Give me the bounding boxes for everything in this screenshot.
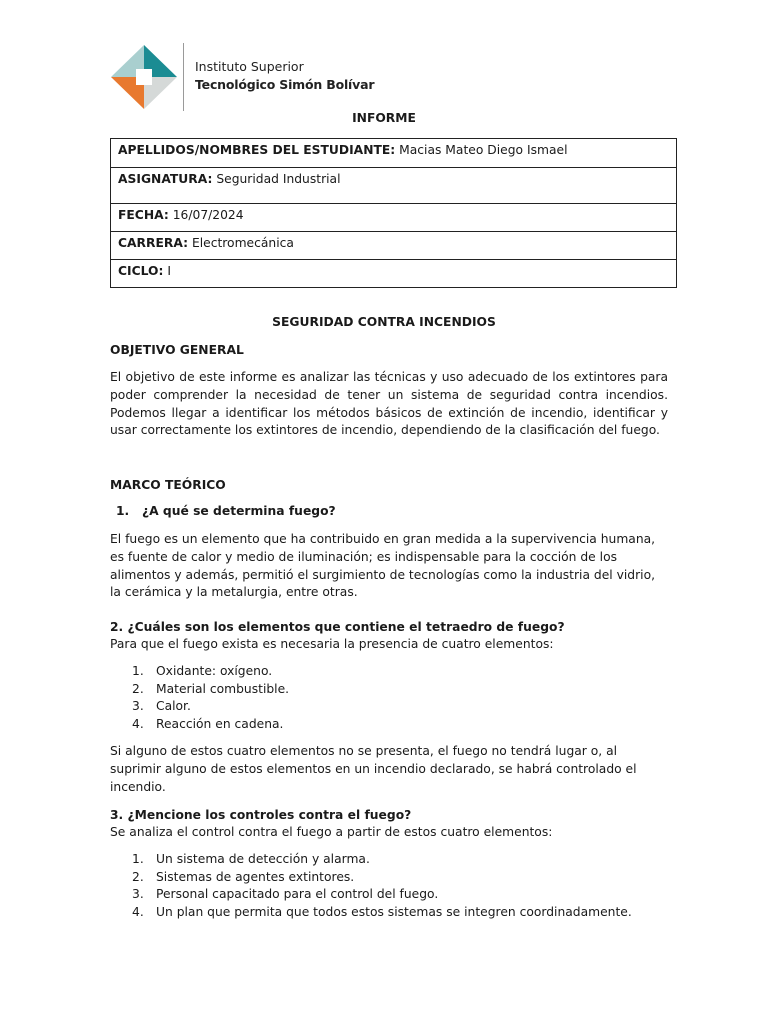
list-item (110, 869, 668, 887)
list-number: 3. (132, 887, 144, 902)
question-2-intro: Para que el fuego exista es necesaria la presencia de cuatro elementos: (110, 637, 554, 651)
table-cell (111, 139, 677, 168)
list-number: 4. (132, 905, 144, 920)
framework-heading: MARCO TEÓRICO (110, 478, 226, 492)
field-value: Seguridad Industrial (216, 172, 341, 186)
table-row (111, 260, 677, 288)
field-label: ASIGNATURA: (118, 172, 213, 186)
table-cell (111, 204, 677, 232)
institution-logo (109, 43, 375, 111)
question-1 (110, 503, 668, 521)
table-row (111, 232, 677, 260)
section-title: SEGURIDAD CONTRA INCENDIOS (272, 315, 496, 329)
list-item (110, 681, 668, 699)
diamond-logo-icon (109, 43, 179, 111)
table-row (111, 168, 677, 204)
field-label: APELLIDOS/NOMBRES DEL ESTUDIANTE: (118, 143, 396, 157)
list-text: Personal capacitado para el control del fuego. (156, 887, 439, 902)
list-item (110, 663, 668, 681)
table-row (111, 139, 677, 168)
list-text: Un sistema de detección y alarma. (156, 852, 370, 866)
institution-name-line2: Tecnológico Simón Bolívar (195, 77, 375, 92)
question-3: 3. ¿Mencione los controles contra el fuego? (110, 808, 412, 822)
question-3-intro: Se analiza el control contra el fuego a partir de estos cuatro elementos: (110, 825, 553, 839)
field-value: 16/07/2024 (172, 208, 244, 222)
question-1-text: ¿A qué se determina fuego? (142, 504, 336, 518)
question-2-conclusion: Si alguno de estos cuatro elementos no se presenta, el fuego no tendrá lugar o, al suprimir alguno de estos elementos en un incendio declarado, se habrá controlado el incendio. (110, 744, 637, 794)
list-item (110, 851, 668, 869)
table-row (111, 204, 677, 232)
field-value: Macias Mateo Diego Ismael (399, 143, 568, 157)
list-item (110, 904, 668, 922)
list-item (110, 698, 668, 716)
controls-list (110, 851, 668, 922)
question-1-number: 1. (116, 504, 130, 518)
list-number: 2. (132, 869, 144, 884)
table-cell (111, 232, 677, 260)
answer-1: El fuego es un elemento que ha contribuido en gran medida a la supervivencia humana, es fuente de calor y medio de iluminación; es indispensable para la cocción de los alimentos y además, permitió el surgimiento de tecnologías como la industria del vidrio, la cerámica y la metalurgia, entre otras. (110, 532, 656, 600)
table-cell (111, 260, 677, 288)
list-text: Calor. (156, 699, 191, 714)
list-number: 3. (132, 699, 144, 714)
list-text: Oxidante: oxígeno. (156, 664, 273, 678)
list-text: Material combustible. (156, 681, 290, 696)
list-text: Reacción en cadena. (156, 717, 284, 732)
list-item (110, 716, 668, 734)
field-label: FECHA: (118, 208, 169, 222)
list-number: 2. (132, 681, 144, 696)
question-2: 2. ¿Cuáles son los elementos que contiene el tetraedro de fuego? (110, 620, 565, 634)
institution-name-line1: Instituto Superior (195, 59, 304, 74)
list-text: Un plan que permita que todos estos sistemas se integren coordinadamente. (156, 905, 632, 920)
table-cell (111, 168, 677, 204)
field-value: Electromecánica (191, 236, 294, 250)
list-text: Sistemas de agentes extintores. (156, 869, 355, 884)
list-item (110, 886, 668, 904)
list-number: 1. (132, 852, 144, 866)
list-number: 1. (132, 664, 144, 678)
objective-heading: OBJETIVO GENERAL (110, 343, 244, 357)
student-info-table (110, 138, 677, 288)
field-value: I (167, 264, 171, 278)
list-number: 4. (132, 717, 144, 732)
objective-paragraph: El objetivo de este informe es analizar las técnicas y uso adecuado de los extintores para poder comprender la necesidad de tener un sistema de seguridad contra incendios. Podemos llegar a identificar los métodos básicos de extinción de incendio, identificar y usar correctamente los extintores de incendio, dependiendo de la clasificación del fuego. (110, 370, 668, 438)
field-label: CICLO: (118, 264, 164, 278)
document-title: INFORME (352, 111, 416, 125)
logo-divider (183, 43, 184, 111)
field-label: CARRERA: (118, 236, 189, 250)
tetrahedron-list (110, 663, 668, 734)
